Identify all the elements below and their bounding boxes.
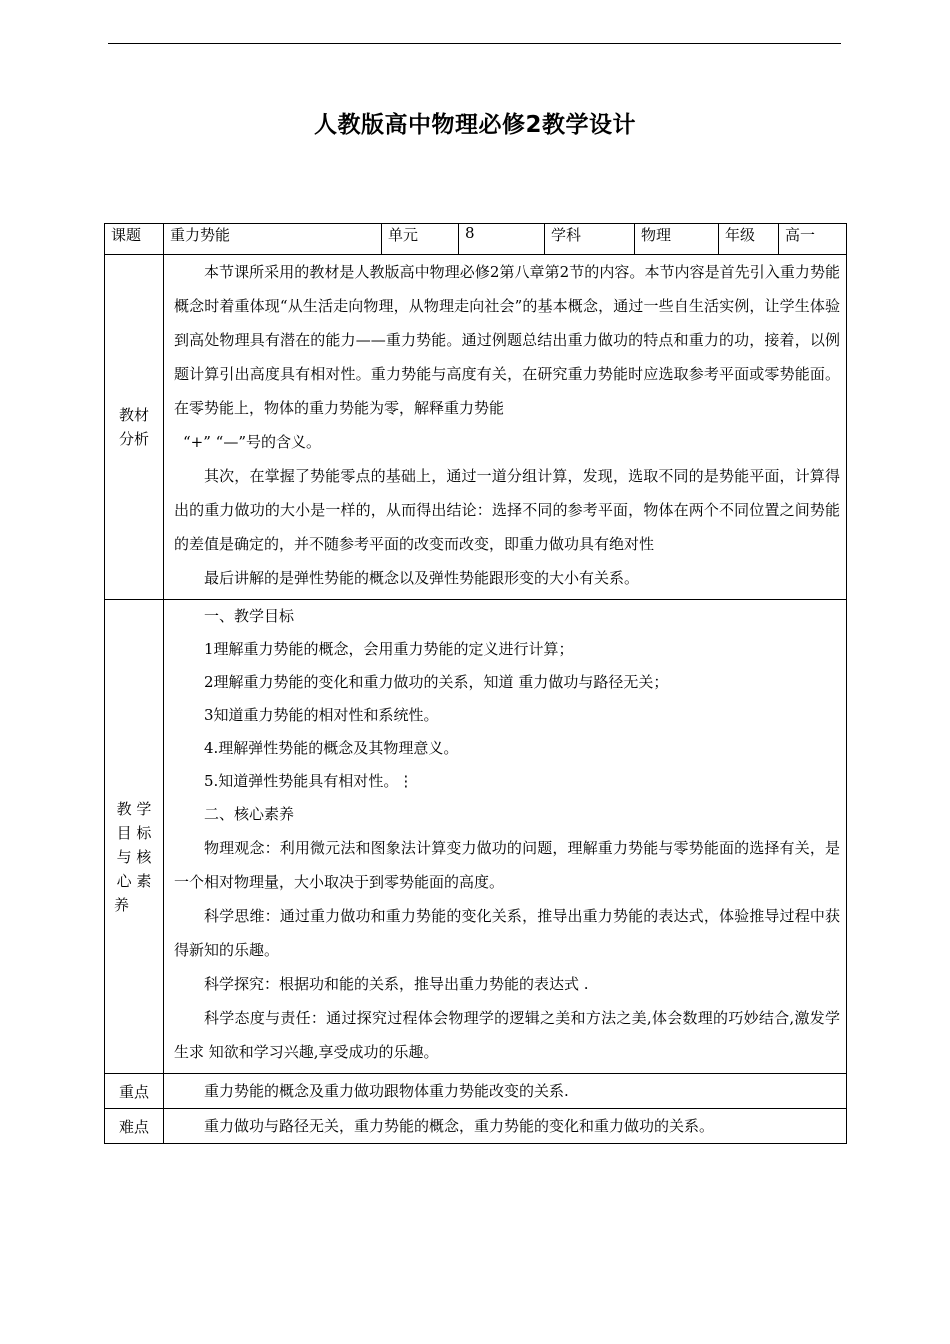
textbook-analysis-row	[105, 255, 847, 600]
goal-item-4: 4.理解弹性势能的概念及其物理意义。	[204, 739, 459, 757]
document-title: 人教版高中物理必修2教学设计	[313, 112, 636, 138]
analysis-paragraph-1-tail: “+” “—”号的含义。	[183, 433, 322, 451]
goals-content	[164, 600, 847, 1074]
textbook-analysis-label	[105, 255, 164, 600]
goal-item-5: 5.知道弹性势能具有相对性。⋮	[204, 772, 414, 790]
goals-label-line1: 教 学	[116, 799, 152, 818]
analysis-paragraph-1: 本节课所采用的教材是人教版高中物理必修2第八章第2节的内容。本节内容是首先引入重力势能概念时着重体现“从生活走向物理，从物理走向社会”的基本概念，通过一些自生活实例，让学生体验到高处物理具有潜在的能力——重力势能。通过例题总结出重力做功的特点和重力的功，接着，以例题计算引出高度具有相对性。重力势能与高度有关，在研究重力势能时应选取参考平面或零势能面。在零势能上，物体的重力势能为零，解释重力势能	[174, 263, 840, 417]
difficulty-label: 难点	[105, 1109, 164, 1144]
goal-item-3: 3知道重力势能的相对性和系统性。	[204, 706, 439, 724]
analysis-paragraph-2: 其次，在掌握了势能零点的基础上，通过一道分组计算，发现，选取不同的是势能平面，计算得出的重力做功的大小是一样的，从而得出结论：选择不同的参考平面，物体在两个不同位置之间势能的差值是确定的，并不随参考平面的改变而改变，即重力做功具有绝对性	[174, 467, 840, 553]
textbook-analysis-content	[164, 255, 847, 600]
goals-label	[105, 600, 164, 1074]
grade-value: 高一	[779, 224, 847, 255]
key-point-text: 重力势能的概念及重力做功跟物体重力势能改变的关系.	[204, 1082, 569, 1100]
goals-label-line4: 心 素	[116, 871, 152, 890]
textbook-analysis-label-line2: 分析	[118, 430, 149, 448]
literacy-scientific-thinking: 科学思维：通过重力做功和重力势能的变化关系，推导出重力势能的表达式，体验推导过程中获得新知的乐趣。	[174, 907, 840, 959]
goals-row	[105, 600, 847, 1074]
topic-label: 课题	[105, 224, 164, 255]
key-point-label: 重点	[105, 1074, 164, 1109]
lesson-plan-table	[104, 223, 847, 1144]
goal-item-1: 1理解重力势能的概念，会用重力势能的定义进行计算；	[204, 640, 574, 658]
header-row	[105, 224, 847, 255]
goals-heading-literacy: 二、核心素养	[204, 805, 295, 823]
analysis-paragraph-3: 最后讲解的是弹性势能的概念以及弹性势能跟形变的大小有关系。	[204, 569, 640, 587]
goal-item-2: 2理解重力势能的变化和重力做功的关系，知道 重力做功与路径无关；	[204, 673, 669, 691]
unit-value: 8	[459, 224, 545, 255]
difficulty-content	[164, 1109, 847, 1144]
goals-label-line5: 养	[114, 895, 130, 914]
goals-heading-teaching: 一、教学目标	[204, 607, 295, 625]
literacy-scientific-attitude: 科学态度与责任：通过探究过程体会物理学的逻辑之美和方法之美,体会数理的巧妙结合,激发学生求 知欲和学习兴趣,享受成功的乐趣。	[174, 1009, 840, 1061]
unit-label: 单元	[382, 224, 459, 255]
difficulty-row	[105, 1109, 847, 1144]
textbook-analysis-label-line1: 教材	[118, 406, 149, 424]
literacy-scientific-inquiry: 科学探究：根据功和能的关系，推导出重力势能的表达式 .	[204, 975, 589, 993]
key-point-row	[105, 1074, 847, 1109]
subject-label: 学科	[545, 224, 635, 255]
topic-value: 重力势能	[164, 224, 382, 255]
goals-label-line3: 与 核	[116, 847, 152, 866]
header-rule	[108, 43, 841, 44]
literacy-physics-concept: 物理观念：利用微元法和图象法计算变力做功的问题，理解重力势能与零势能面的选择有关，是一个相对物理量，大小取决于到零势能面的高度。	[174, 839, 840, 891]
difficulty-text: 重力做功与路径无关，重力势能的概念，重力势能的变化和重力做功的关系。	[204, 1117, 715, 1135]
goals-label-line2: 目 标	[116, 823, 152, 842]
grade-label: 年级	[719, 224, 779, 255]
subject-value: 物理	[635, 224, 719, 255]
key-point-content	[164, 1074, 847, 1109]
